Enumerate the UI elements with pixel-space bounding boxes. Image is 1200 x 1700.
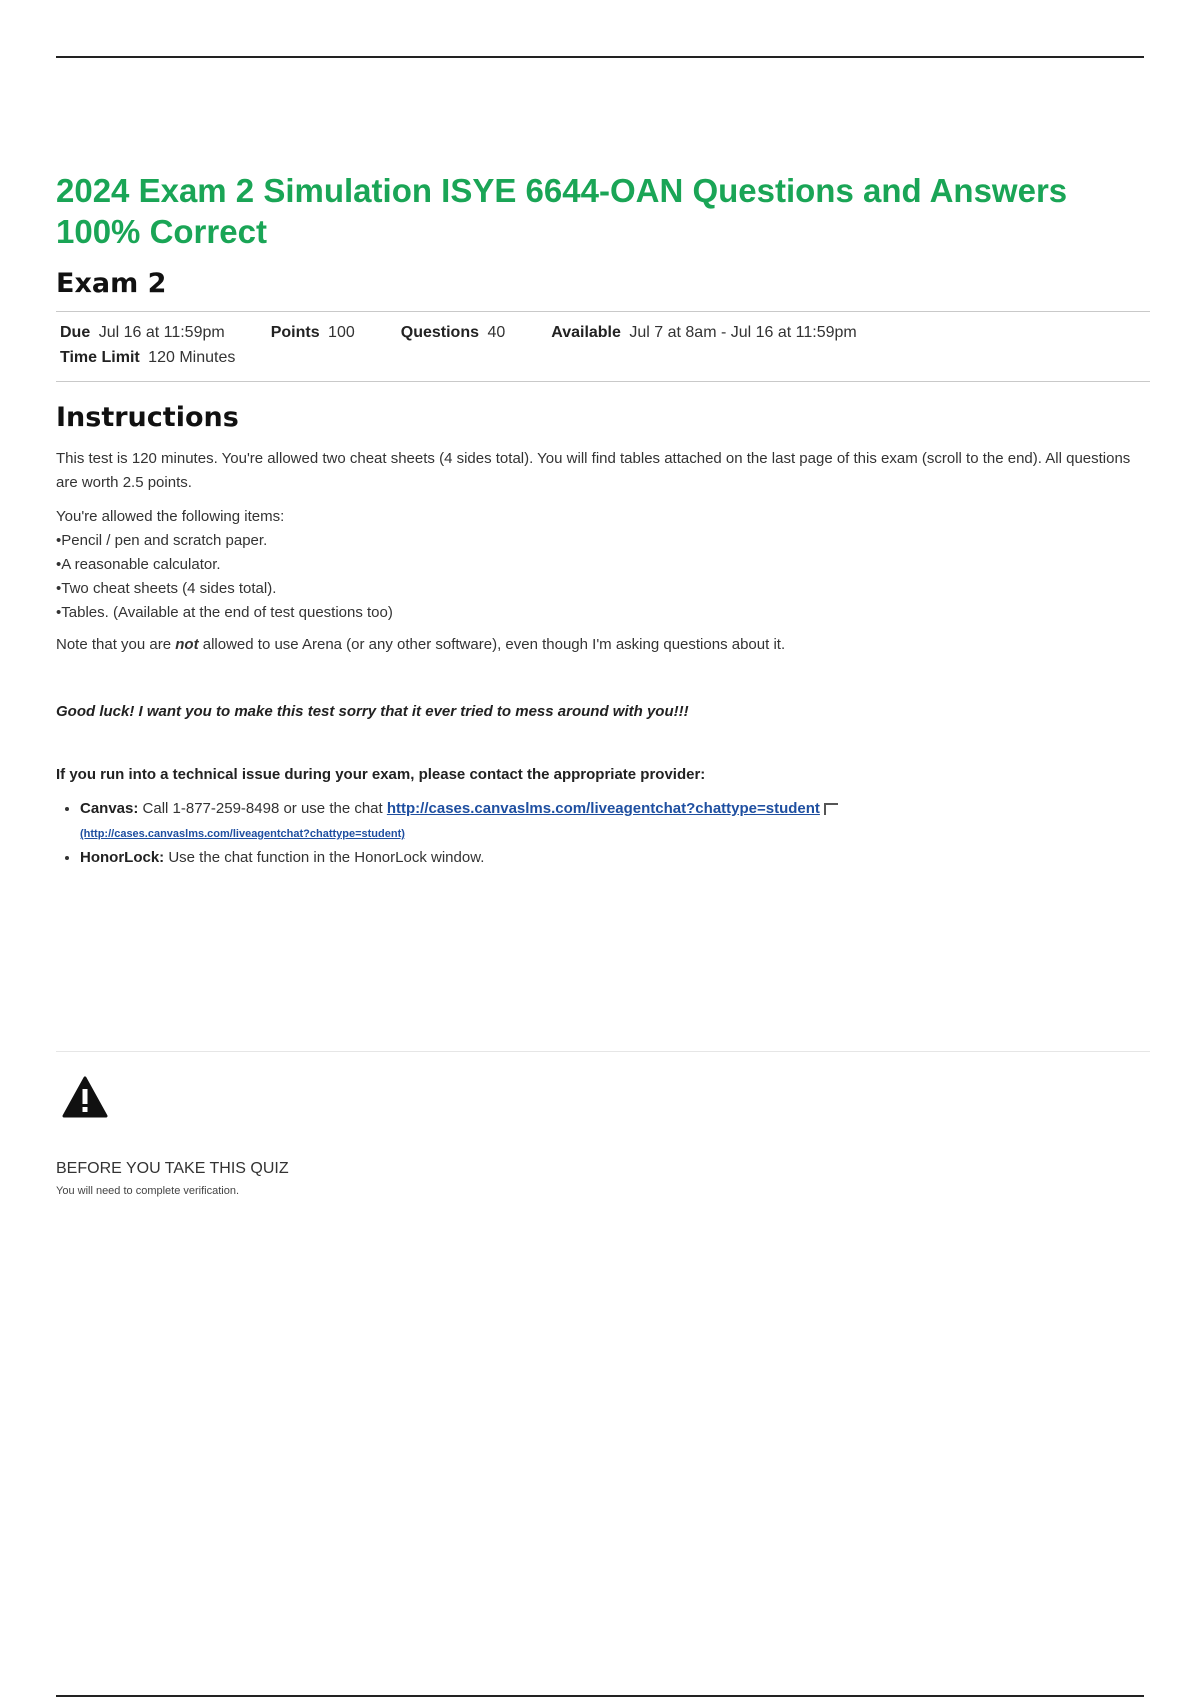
- available-value: Jul 7 at 8am - Jul 16 at 11:59pm: [629, 324, 857, 341]
- allowed-items: [56, 505, 1150, 625]
- top-rule: [56, 56, 1144, 58]
- provider-list: [56, 797, 1150, 870]
- section-divider: [56, 1051, 1150, 1052]
- questions-value: 40: [487, 324, 506, 341]
- canvas-chat-link-url[interactable]: (http://cases.canvaslms.com/liveagentchat?chattype=student): [80, 828, 405, 840]
- good-luck-message: Good luck! I want you to make this test sorry that it ever tried to mess around with you!!!: [56, 703, 689, 720]
- note-emphasis: not: [175, 636, 199, 653]
- technical-issue-heading: If you run into a technical issue during your exam, please contact the appropriate provider:: [56, 766, 706, 783]
- canvas-chat-link[interactable]: http://cases.canvaslms.com/liveagentchat?chattype=student: [386, 800, 820, 817]
- honorlock-label: HonorLock:: [80, 849, 165, 866]
- document-title: 2024 Exam 2 Simulation ISYE 6644-OAN Questions and Answers 100% Correct: [56, 172, 1068, 250]
- time-limit-label: Time Limit: [60, 349, 140, 366]
- honorlock-text: Use the chat function in the HonorLock window.: [168, 849, 485, 866]
- note-text-before: Note that you are: [56, 636, 176, 653]
- list-item: • A reasonable calculator.: [56, 553, 1150, 577]
- exam-meta: [56, 311, 1150, 382]
- before-quiz-heading: BEFORE YOU TAKE THIS QUIZ: [56, 1160, 289, 1177]
- warning-icon: [62, 1076, 108, 1118]
- points-label: Points: [270, 324, 320, 341]
- list-item: • Pencil / pen and scratch paper.: [56, 529, 1150, 553]
- software-note: [56, 633, 1150, 657]
- available-meta: [551, 320, 857, 345]
- time-limit-meta: [60, 345, 235, 370]
- questions-label: Questions: [400, 324, 479, 341]
- points-meta: [271, 320, 355, 345]
- bottom-rule: [56, 1695, 1144, 1697]
- questions-meta: [401, 320, 505, 345]
- honorlock-provider: [80, 846, 1150, 870]
- points-value: 100: [328, 324, 355, 341]
- list-item: • Tables. (Available at the end of test questions too): [56, 601, 1150, 625]
- due-value: Jul 16 at 11:59pm: [98, 324, 225, 341]
- instructions-paragraph: This test is 120 minutes. You're allowed two cheat sheets (4 sides total). You will find tables attached on the last page of this exam (scroll to the end). All questions are worth 2.5 points.: [56, 450, 1131, 491]
- time-limit-value: 120 Minutes: [148, 349, 236, 366]
- allowed-intro: You're allowed the following items:: [56, 508, 285, 525]
- allowed-list: [56, 529, 1150, 625]
- exam-content: [56, 170, 1150, 870]
- canvas-provider: [80, 797, 1150, 846]
- canvas-text: Call 1-877-259-8498 or use the chat: [142, 800, 383, 817]
- list-item: • Two cheat sheets (4 sides total).: [56, 577, 1150, 601]
- external-link-icon: [824, 803, 838, 815]
- canvas-label: Canvas:: [80, 800, 139, 817]
- available-label: Available: [551, 324, 621, 341]
- verification-text: You will need to complete verification.: [56, 1185, 240, 1197]
- due-meta: [60, 320, 225, 345]
- instructions-heading: Instructions: [56, 402, 239, 433]
- due-label: Due: [60, 324, 91, 341]
- note-text-after: allowed to use Arena (or any other software), even though I'm asking questions about it.: [198, 636, 786, 653]
- exam-heading: Exam 2: [56, 268, 167, 299]
